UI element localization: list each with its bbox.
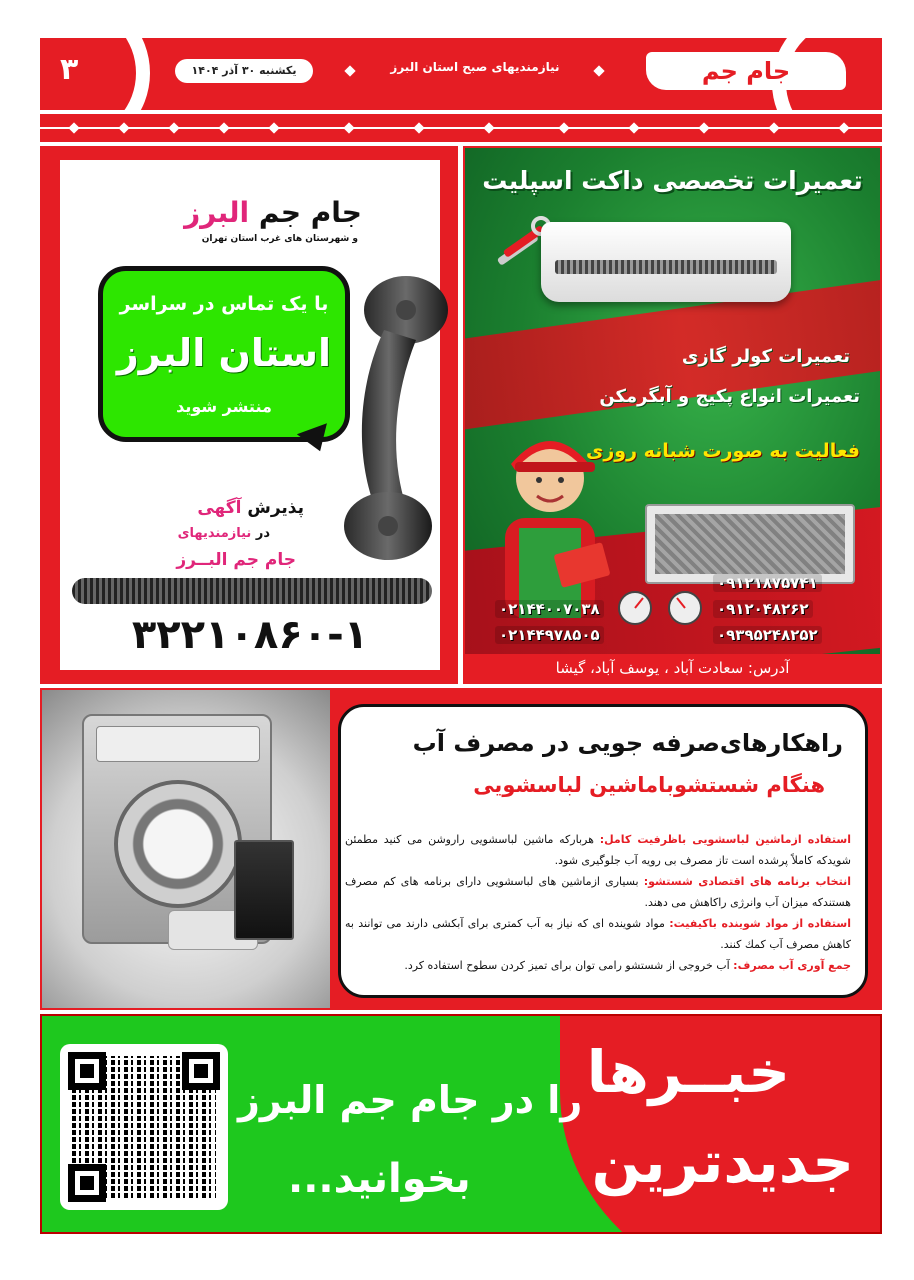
diamond-icon (413, 122, 424, 133)
diamond-icon (768, 122, 779, 133)
banner-text-1: را در جام جم البرز (238, 1078, 583, 1122)
washing-machine-image (42, 690, 330, 1008)
control-panel (96, 726, 260, 762)
diamond-icon (268, 122, 279, 133)
accept-highlight: نیازمندیهای (177, 526, 252, 541)
article-paragraph (345, 871, 851, 913)
article-paragraph (345, 913, 851, 955)
service-line-2: تعمیرات انواع پکیج و آبگرمکن (599, 386, 860, 407)
ac-vent (555, 260, 777, 274)
machine-door (114, 780, 242, 908)
phone-number-4[interactable]: ۰۲۱۴۴۰۰۷۰۳۸ (495, 600, 604, 618)
diamond-icon (628, 122, 639, 133)
decorative-strip (40, 114, 882, 142)
banner-headline-1: خبــرها (586, 1038, 790, 1106)
tip-text: آب خروجی از شستشو رامی توان برای تمیز کردن سطوح استفاده کرد. (404, 959, 734, 972)
accept-prefix: پذیرش (247, 498, 304, 518)
telephone-handset-icon (296, 270, 456, 570)
phone-number-3[interactable]: ۰۹۳۹۵۲۴۸۲۵۲ (713, 626, 822, 644)
logo-main-text: جام جم (258, 196, 362, 229)
accept-line-2 (178, 526, 270, 541)
technician-image (485, 418, 615, 618)
service-hours: فعالیت به صورت شبانه روزی (585, 440, 860, 462)
diamond-icon (118, 122, 129, 133)
diamond-icon (343, 122, 354, 133)
accept-line-1 (197, 498, 304, 518)
article-card (338, 704, 868, 998)
diamond-icon (593, 65, 604, 76)
decorative-curve (40, 38, 150, 110)
banner-text-2: بخوانید... (288, 1156, 471, 1202)
article-subheading: هنگام شستشوباماشین لباسشویی (473, 773, 825, 797)
tip-text: مواد شوینده ای که نیاز به آب کمتری برای آبکشی دارند می توانند به کاهش مصرف آب کمك کنند. (345, 917, 851, 951)
ad-title: تعمیرات تخصصی داکت اسپلیت (482, 166, 863, 195)
diamond-icon (344, 65, 355, 76)
machine-internals (655, 514, 845, 574)
accept-highlight: آگهی (197, 498, 242, 518)
ad-background (465, 148, 880, 654)
diamond-icon (68, 122, 79, 133)
air-conditioner-image (541, 222, 791, 302)
business-address: آدرس: سعادت آباد ، یوسف آباد، گیشا (465, 654, 880, 682)
diamond-icon (698, 122, 709, 133)
bubble-line-1: با یک تماس در سراسر (119, 293, 329, 315)
tip-text: هربارکه ماشین لباسشویی راروشن می کنید مطمئن شویدکه کاملاً پرشده است تاز مصرف بی رویه آب جلوگیری شود. (345, 833, 851, 867)
news-promo-banner (40, 1014, 882, 1234)
banner-headline-2: جدیدترین (591, 1128, 854, 1196)
promo-subtitle: و شهرستان های غرب استان تهران (201, 234, 358, 244)
qr-finder (68, 1164, 106, 1202)
tip-key: استفاده از مواد شوینده باکیفیت: (669, 917, 852, 930)
tip-key: استفاده ازماشین لباسشویی باظرفیت کامل: (599, 833, 851, 846)
page-number: ۳ (60, 52, 79, 87)
issue-date: یکشنبه ۳۰ آذر ۱۴۰۴ (175, 59, 313, 83)
article-body (345, 829, 851, 976)
article-paragraph (345, 955, 851, 976)
diamond-icon (218, 122, 229, 133)
article-paragraph (345, 829, 851, 871)
ac-repair-ad (463, 146, 882, 684)
detergent-box (234, 840, 294, 940)
accept-line-3: جام جم البــرز (176, 550, 296, 570)
logo-region-text: البرز (184, 196, 250, 229)
ac-internal-unit-image (645, 504, 855, 584)
contact-phone-number[interactable]: ۳۲۲۱۰۸۶۰-۱ (131, 612, 369, 658)
phone-number-2[interactable]: ۰۹۱۲۰۴۸۲۶۲ (713, 600, 813, 618)
bubble-line-2: استان البرز (116, 331, 332, 375)
diamond-icon (483, 122, 494, 133)
promo-card (60, 160, 440, 670)
qr-finder (68, 1052, 106, 1090)
tip-text: بسیاری ازماشین های لباسشویی دارای برنامه های کم مصرف هستندکه میزان آب وانرژی راکاهش می دهند. (345, 875, 851, 909)
pressure-gauge-icon (605, 588, 725, 628)
water-saving-article (40, 688, 882, 1010)
strip-line (40, 127, 882, 129)
diamond-icon (558, 122, 569, 133)
diamond-icon (838, 122, 849, 133)
article-heading: راهکارهای‌صرفه جویی در مصرف آب (412, 729, 843, 757)
qr-code[interactable] (60, 1044, 228, 1210)
diamond-icon (168, 122, 179, 133)
masthead (40, 38, 882, 110)
accept-prefix: در (255, 526, 270, 541)
phone-number-5[interactable]: ۰۲۱۴۴۹۷۸۵۰۵ (495, 626, 604, 644)
promo-logo (184, 196, 362, 229)
newspaper-logo: جام جم (646, 52, 846, 90)
advertising-promo (40, 146, 458, 684)
service-line-1: تعمیرات کولر گازی (681, 346, 850, 367)
qr-finder (182, 1052, 220, 1090)
section-title: نیازمندیهای صبح استان البرز (390, 60, 560, 74)
phone-cord (72, 578, 432, 604)
phone-number-1[interactable]: ۰۹۱۲۱۸۷۵۷۴۱ (713, 574, 822, 592)
tip-key: انتخاب برنامه های اقتصادی شستشو: (643, 875, 851, 888)
bubble-line-3: منتشر شوید (176, 397, 272, 416)
tip-key: جمع آوری آب مصرف: (733, 959, 851, 972)
